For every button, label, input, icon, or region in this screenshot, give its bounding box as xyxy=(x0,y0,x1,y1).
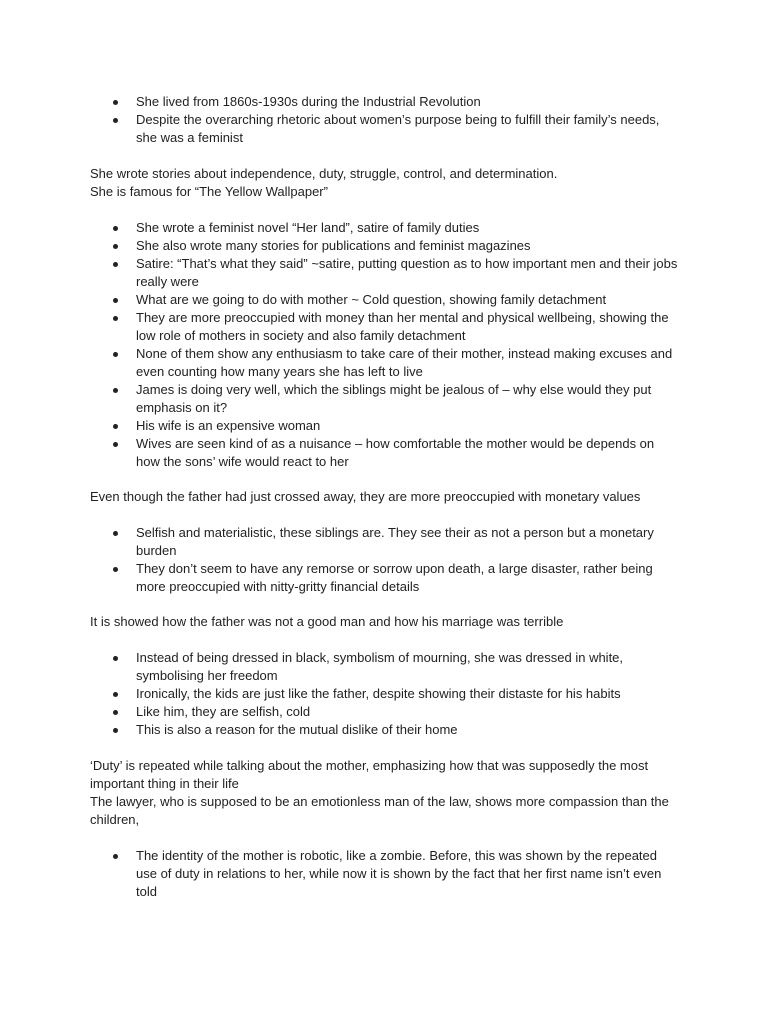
bullet-list-4 xyxy=(0,649,680,739)
list-item: Satire: “That’s what they said” ~satire, putting question as to how important men and their jobs really were xyxy=(0,255,680,291)
list-item: James is doing very well, which the siblings might be jealous of – why else would they put emphasis on it? xyxy=(0,381,680,417)
bullet-dot xyxy=(113,100,118,105)
bullet-dot xyxy=(113,226,118,231)
list-item: Ironically, the kids are just like the father, despite showing their distaste for his habits xyxy=(0,685,680,703)
paragraph-line: Even though the father had just crossed away, they are more preoccupied with monetary values xyxy=(90,489,641,504)
bullet-list-3 xyxy=(0,524,680,596)
bullet-dot xyxy=(113,531,118,536)
paragraph-1 xyxy=(90,165,690,201)
bullet-dot xyxy=(113,854,118,859)
list-item: They don’t seem to have any remorse or sorrow upon death, a large disaster, rather being more preoccupied with nitty-gritty financial details xyxy=(0,560,680,596)
list-item: Like him, they are selfish, cold xyxy=(0,703,680,721)
list-item: She lived from 1860s-1930s during the Industrial Revolution xyxy=(0,93,680,111)
bullet-dot xyxy=(113,262,118,267)
bullet-dot xyxy=(113,352,118,357)
paragraph-line: It is showed how the father was not a good man and how his marriage was terrible xyxy=(90,614,564,629)
bullet-list-5 xyxy=(0,847,680,901)
bullet-dot xyxy=(113,728,118,733)
list-item: His wife is an expensive woman xyxy=(0,417,680,435)
bullet-list-1 xyxy=(0,93,680,147)
bullet-dot xyxy=(113,388,118,393)
bullet-dot xyxy=(113,692,118,697)
list-item: Selfish and materialistic, these siblings are. They see their as not a person but a monetary burden xyxy=(0,524,680,560)
list-item: She also wrote many stories for publications and feminist magazines xyxy=(0,237,680,255)
list-item: She wrote a feminist novel “Her land”, satire of family duties xyxy=(0,219,680,237)
list-item: This is also a reason for the mutual dislike of their home xyxy=(0,721,680,739)
bullet-list-2 xyxy=(0,219,680,471)
paragraph-4 xyxy=(90,757,690,829)
paragraph-line: The lawyer, who is supposed to be an emotionless man of the law, shows more compassion than the children, xyxy=(90,794,669,827)
list-item: Wives are seen kind of as a nuisance – how comfortable the mother would be depends on how the sons’ wife would react to her xyxy=(0,435,680,471)
list-item: None of them show any enthusiasm to take care of their mother, instead making excuses and even counting how many years she has left to live xyxy=(0,345,680,381)
bullet-dot xyxy=(113,567,118,572)
bullet-dot xyxy=(113,244,118,249)
bullet-dot xyxy=(113,316,118,321)
list-item: Instead of being dressed in black, symbolism of mourning, she was dressed in white, symbolising her freedom xyxy=(0,649,680,685)
list-item: They are more preoccupied with money than her mental and physical wellbeing, showing the low role of mothers in society and also family detachment xyxy=(0,309,680,345)
paragraph-line: She wrote stories about independence, duty, struggle, control, and determination. xyxy=(90,166,558,181)
list-item: What are we going to do with mother ~ Cold question, showing family detachment xyxy=(0,291,680,309)
bullet-dot xyxy=(113,424,118,429)
paragraph-line: She is famous for “The Yellow Wallpaper” xyxy=(90,184,328,199)
bullet-dot xyxy=(113,656,118,661)
paragraph-line: ‘Duty’ is repeated while talking about the mother, emphasizing how that was supposedly the most important thing in their life xyxy=(90,758,649,791)
list-item: The identity of the mother is robotic, like a zombie. Before, this was shown by the repeated use of duty in relations to her, while now it is shown by the fact that her first name isn’t even told xyxy=(0,847,680,901)
paragraph-2 xyxy=(90,488,690,506)
bullet-dot xyxy=(113,298,118,303)
bullet-dot xyxy=(113,710,118,715)
bullet-dot xyxy=(113,442,118,447)
bullet-dot xyxy=(113,118,118,123)
paragraph-3 xyxy=(90,613,690,631)
list-item: Despite the overarching rhetoric about women’s purpose being to fulfill their family’s needs, she was a feminist xyxy=(0,111,680,147)
